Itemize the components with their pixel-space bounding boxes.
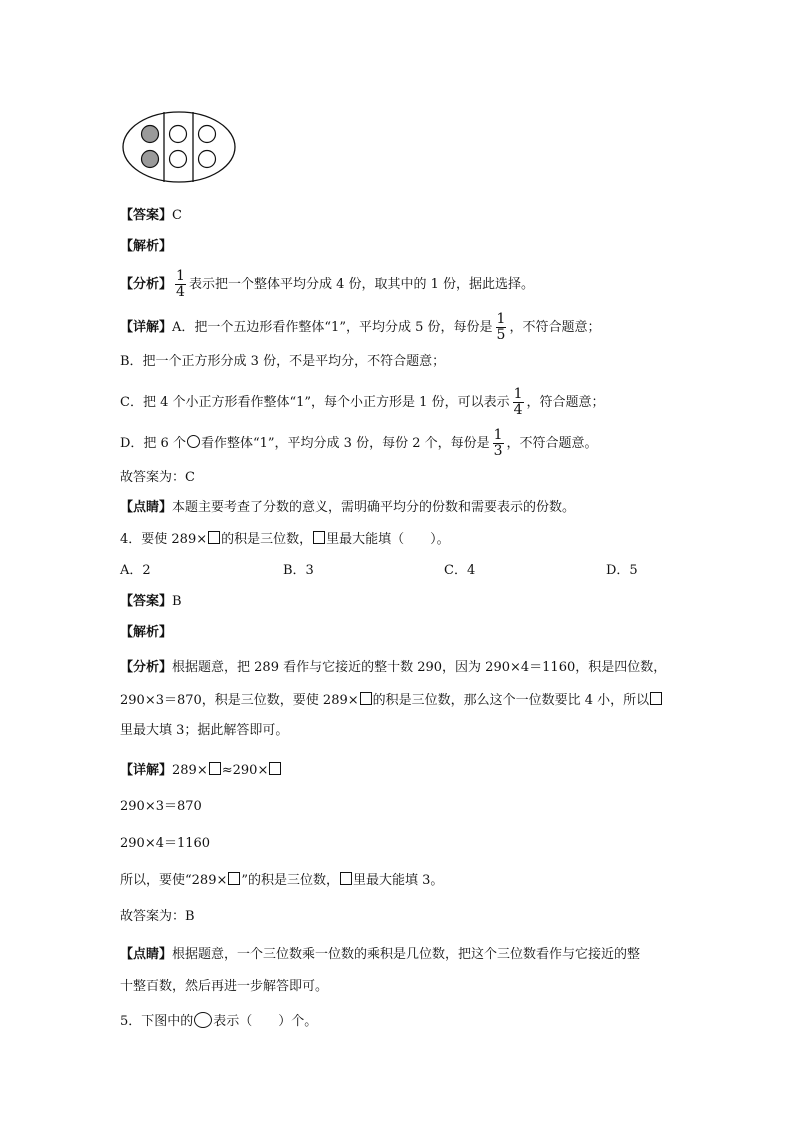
q5-question — [120, 1012, 317, 1030]
line-d-tail: ，不符合题意。 — [506, 436, 598, 451]
q4-question-tail2: 里最大能填（ ）。 — [326, 532, 450, 547]
blank-square-icon — [650, 692, 662, 705]
figure-circle-shaded — [142, 126, 159, 143]
blank-square-icon — [208, 531, 220, 544]
oval-icon — [194, 1012, 212, 1028]
option-b: B．3 — [283, 563, 314, 578]
xiangjie-tag: 【详解】 — [120, 763, 173, 778]
xiangjie-pre: 289× — [172, 763, 208, 778]
figure-circle — [199, 126, 216, 143]
xiangjie-a-text: A．把一个五边形看作整体“1”，平均分成 5 份，每份是 — [172, 320, 493, 335]
fraction-one-fifth: $\frac{1}{5}$ — [496, 311, 506, 343]
option-a: A．2 — [120, 563, 151, 578]
blank-square-icon — [228, 872, 240, 885]
fraction-one-third: $\frac{1}{3}$ — [493, 427, 503, 459]
q5-question-pre: 5．下图中的 — [120, 1014, 194, 1029]
q4-calc2: 290×4＝1160 — [120, 836, 211, 851]
answer-tag: 【答案】 — [120, 208, 173, 223]
fenxi-tag: 【分析】 — [120, 277, 173, 292]
figure-circle — [170, 126, 187, 143]
q3-answer-line — [120, 208, 182, 224]
q5-question-tail: 表示（ ）个。 — [213, 1014, 318, 1029]
blank-square-icon — [269, 762, 281, 775]
answer-value: C — [172, 208, 182, 223]
option-d: D．5 — [606, 563, 638, 578]
blank-square-icon — [313, 531, 325, 544]
fenxi-tag: 【分析】 — [120, 660, 173, 675]
q4-suoyi-line — [120, 872, 443, 889]
option-c: C．4 — [444, 563, 476, 578]
line-c-tail: ，符合题意； — [526, 395, 605, 410]
q3-line-b: B．把一个正方形分成 3 份，不是平均分，不符合题意； — [120, 354, 446, 369]
circle-icon — [187, 435, 200, 448]
q4-question-tail: 的积是三位数， — [221, 532, 313, 547]
q4-question-pre: 4．要使 289× — [120, 532, 208, 547]
q4-xiangjie-line — [120, 762, 282, 779]
answer-value: B — [172, 594, 182, 609]
q3-dianjing-line — [120, 500, 575, 516]
analysis-tag: 【解析】 — [120, 625, 173, 640]
q3-line-d — [120, 428, 598, 459]
blank-square-icon — [360, 692, 372, 705]
fraction-figure — [121, 110, 239, 184]
suoyi-pre: 所以，要使“289× — [120, 873, 228, 888]
line-c-text: C．把 4 个小正方形看作整体“1”，每个小正方形是 1 份，可以表示 — [120, 395, 510, 410]
blank-square-icon — [209, 762, 221, 775]
xiangjie-mid: ≈290× — [221, 763, 269, 778]
fenxi-line2-mid: 的积是三位数，那么这个一位数要比 4 小，所以 — [372, 693, 650, 708]
figure-circle — [199, 151, 216, 168]
dianjing-text: 本题主要考查了分数的意义，需明确平均分的份数和需要表示的份数。 — [172, 500, 576, 515]
blank-square-icon — [340, 872, 352, 885]
q4-fenxi-line2 — [120, 692, 663, 709]
q4-calc1: 290×3＝870 — [120, 799, 202, 814]
q4-fenxi-line3: 里最大填 3；据此解答即可。 — [120, 723, 289, 738]
q3-fenxi-line — [120, 269, 534, 300]
q4-conclusion: 故答案为：B — [120, 909, 195, 924]
suoyi-tail: 里最大能填 3。 — [353, 873, 444, 888]
suoyi-mid: ”的积是三位数， — [241, 873, 340, 888]
fraction-one-quarter: $\frac{1}{4}$ — [176, 268, 185, 300]
fenxi-line1: 根据题意，把 289 看作与它接近的整十数 290，因为 290×4＝1160，积是四位数， — [172, 660, 667, 675]
q4-question — [120, 531, 450, 548]
figure-circle — [170, 151, 187, 168]
xiangjie-tag: 【详解】 — [120, 320, 173, 335]
q4-dianjing-line2: 十整百数，然后再进一步解答即可。 — [120, 979, 329, 994]
line-d-mid: 看作整体“1”，平均分成 3 份，每份 2 个，每份是 — [200, 436, 490, 451]
line-d-pre: D．把 6 个 — [120, 436, 186, 451]
dianjing-line1: 根据题意，一个三位数乘一位数的乘积是几位数，把这个三位数看作与它接近的整 — [172, 947, 641, 962]
figure-circle-shaded — [142, 151, 159, 168]
dianjing-tag: 【点睛】 — [120, 947, 173, 962]
fenxi-text: 表示把一个整体平均分成 4 份，取其中的 1 份，据此选择。 — [188, 277, 535, 292]
answer-tag: 【答案】 — [120, 594, 173, 609]
dianjing-tag: 【点睛】 — [120, 500, 173, 515]
fraction-one-quarter: $\frac{1}{4}$ — [513, 386, 523, 418]
q4-dianjing-line1 — [120, 947, 640, 963]
analysis-tag: 【解析】 — [120, 239, 173, 254]
q3-line-c — [120, 387, 605, 418]
q3-conclusion: 故答案为：C — [120, 470, 195, 485]
figure-oval — [123, 112, 235, 182]
xiangjie-a-tail: ，不符合题意； — [509, 320, 601, 335]
fenxi-line2-pre: 290×3＝870，积是三位数，要使 289× — [120, 693, 359, 708]
q4-fenxi-line1 — [120, 660, 666, 676]
q4-answer-line — [120, 594, 182, 610]
q3-xiangjie-line — [120, 312, 600, 343]
